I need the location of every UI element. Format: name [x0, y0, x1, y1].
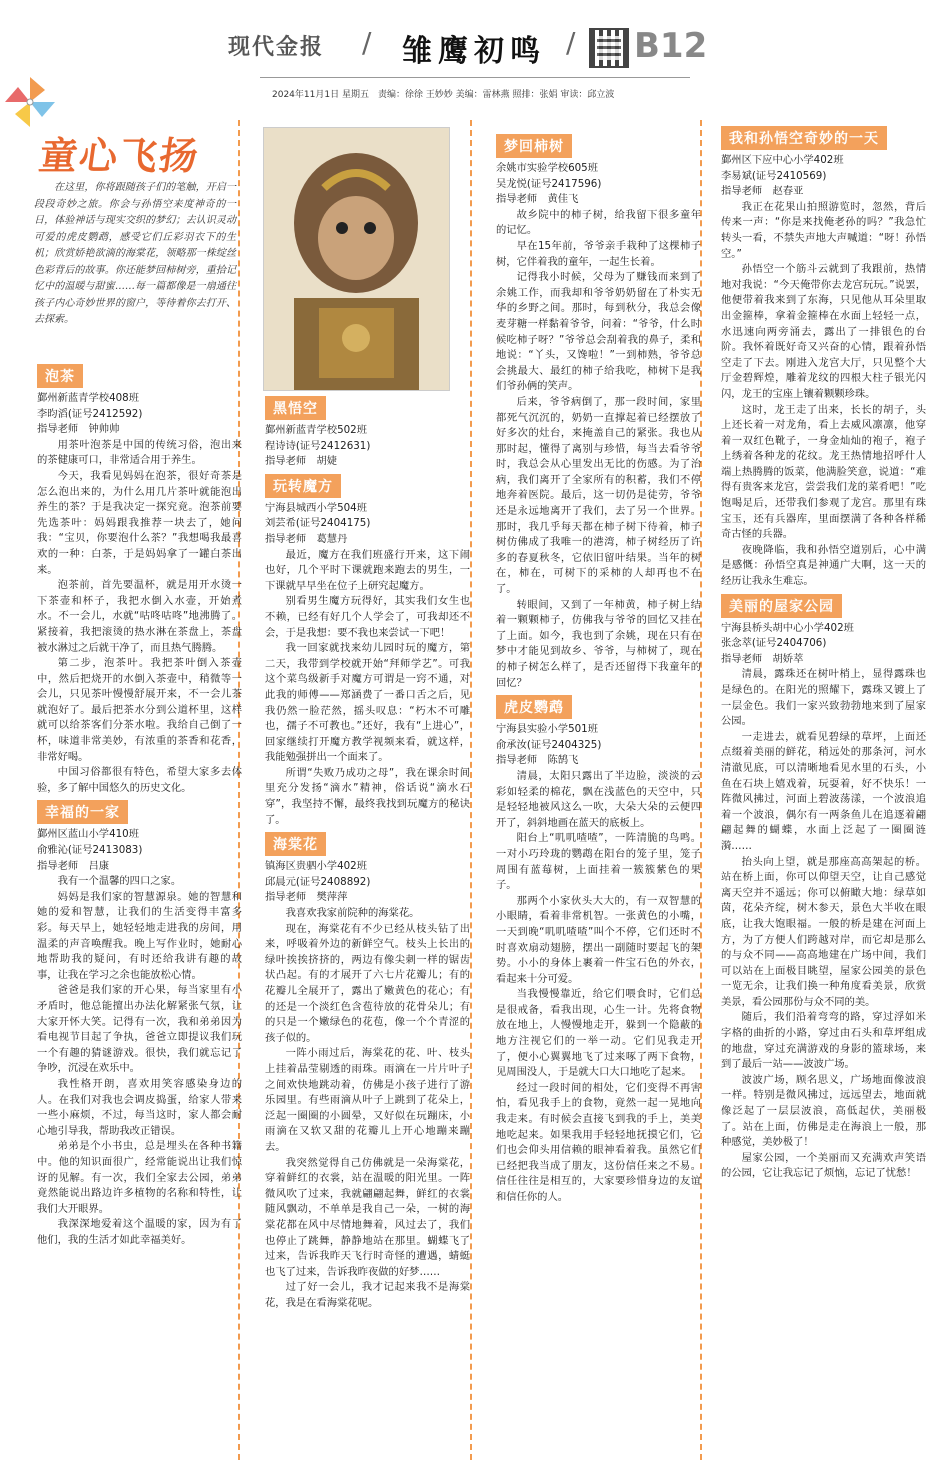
article-paragraph: 转眼间，又到了一年柿黄，柿子树上结着一颗颗柿子，仿佛我与爷爷的回忆又挂在了上面。如今，我也到了余姚，现在只有在梦中才能见到故乡、爷爷，与柿树了，现在的柿子树怎么样了，是否还留得下我童年的回忆？ — [496, 598, 701, 689]
article-paragraph: 爸爸是我们家的开心果，每当家里有小矛盾时，他总能擅出办法化解紧张气氛，让大家开怀大笑。记得有一次，我和弟弟因为看电视节目起了争执，爸爸立即提议我们玩一个有趣的猜谜游戏。很快，我们就忘记了争吵，沉浸在欢乐中。 — [37, 984, 242, 1075]
article — [37, 796, 242, 1248]
article-title: 海棠花 — [265, 832, 326, 856]
article-title: 幸福的一家 — [37, 800, 128, 824]
article-paragraph: 孙悟空一个筋斗云就到了我跟前，热情地对我说：“今天俺带你去龙宫玩玩。”说罢，他便带着我来到了东海，只见他从耳朵里取出金箍棒，拿着金箍棒在水面上轻轻一点，水迅速向两旁涌去，露出了一排银色的台阶。我怀着既好奇又兴奋的心情，跟着孙悟空走了下去。刚进入龙宫大厅，只见整个大厅金碧辉煌，雕着龙纹的四根大柱子银光闪闪，龙王的宝座上镶着颗颗珍珠。 — [721, 263, 926, 400]
article-title: 泡茶 — [37, 364, 83, 388]
article-paragraph: 一走进去，就看见碧绿的草坪，上面还点缀着美丽的鲜花，稍远处的那条河，河水清澈见底，可以清晰地看见水里的石头，小鱼在石块上嬉戏着，玩耍着，好不快乐！一阵微风拂过，河面上碧波荡漾，一个波浪追着一个波浪，偶尔有一两条鱼儿在追逐着翩翩起舞的蝴蝶，水面上泛起了一圈圈涟漪…… — [721, 730, 926, 852]
article-school: 鄞州新蓝青学校408班 — [37, 392, 140, 404]
article-title: 玩转魔方 — [265, 474, 341, 498]
article — [265, 392, 470, 470]
article-paragraph: 清晨，太阳只露出了半边脸，淡淡的云彩如轻柔的棉花，飘在浅蓝色的天空中，只是轻轻地被风这么一吹，大朵大朵的云便四开了，斜斜地画在蓝天的底板上。 — [496, 769, 701, 829]
article — [721, 126, 926, 590]
column-2 — [265, 392, 470, 1311]
article-title: 黑悟空 — [265, 396, 326, 420]
header-rule — [260, 77, 690, 78]
article-paragraph: 随后，我们沿着弯弯的路，穿过浮如米字格的曲折的小路，穿过由石头和草坪组成的地盘，穿过充满游戏的身影的篮球场，来到了最后一站——波波广场。 — [721, 1011, 926, 1071]
article — [721, 590, 926, 1182]
article-author: 俞雅沁(证号2413083) — [37, 844, 143, 857]
article-author: 邱晨元(证号2408892) — [265, 875, 371, 888]
article-paragraph: 今天，我看见妈妈在泡茶，很好奇茶是怎么泡出来的，为什么用几片茶叶就能泡出养生的茶？于是我决定一探究竟。泡茶前要先选茶叶：妈妈跟我推荐一块去了，她问我：“宝贝，你要泡什么茶？”我想喝我最喜欢的一种：白茶，于是妈妈拿了一罐白茶出来。 — [37, 469, 242, 576]
article-paragraph: 我突然觉得自己仿佛就是一朵海棠花，穿着鲜红的衣裳，站在温暖的阳光里。一阵微风吹了过来，我就翩翩起舞，鲜红的衣裳随风飘动，不单单是我自己一朵，一树的海棠花都在风中尽情地舞着，风过去了，我们也停止了跳舞，静静地站在那里。蝴蝶飞了过来，告诉我昨天飞行时奇怪的遭遇，蜻蜓也飞了过来，告诉我昨夜做的好梦…… — [265, 1156, 470, 1278]
article-paragraph: 我性格开朗，喜欢用笑容感染身边的人。在我们对我也会调皮捣蛋，给家人带来一些小麻烦，不过，每当这时，家人都会耐心地引导我，帮助我改正错误。 — [37, 1077, 242, 1137]
article-teacher: 指导老师 赵春亚 — [721, 185, 804, 198]
article-paragraph: 波波广场，顾名思义，广场地面像波浪一样。特别是微风拂过，远远望去，地面就像泛起了一层层波浪，高低起伏，美丽极了。站在上面，仿佛是走在海浪上一般，那种感觉，美妙极了！ — [721, 1073, 926, 1149]
article-teacher: 指导老师 吕康 — [37, 859, 110, 872]
article-author: 张念萃(证号2404706) — [721, 637, 827, 650]
article-school: 余姚市实验学校605班 — [496, 162, 599, 174]
article-school: 鄞州区蓝山小学410班 — [37, 828, 140, 841]
article-paragraph: 我正在花果山拍照游览时，忽然，背后传来一声：“你是来找俺老孙的吗？”我急忙转头一看，不禁失声地大声喊道：“呀！孙悟空。” — [721, 200, 926, 260]
article-teacher: 指导老师 胡婕 — [265, 455, 338, 468]
article-paragraph: 用茶叶泡茶是中国的传统习俗，泡出来的茶健康可口，非常适合用于养生。 — [37, 438, 242, 467]
article — [265, 470, 470, 828]
article-paragraph: 我一回家就找来幼儿园时玩的魔方，第二天，我带到学校就开始“拜师学艺”。可我这个菜鸟级新手对魔方可谓是一窍不通，对此我的师傅——郑涵费了一番口舌之后，见我仍然一脸茫然，摇头叹息：“朽木不可雕也，孺子不可教也。”还好，我有“上进心”，回家继续打开魔方教学视频来看，就这样，我能勉强拼出一个面来了。 — [265, 642, 470, 764]
article-paragraph: 妈妈是我们家的智慧源泉。她的智慧和她的爱和智慧，让我们的生活变得丰富多彩。每天早上，她轻轻地走进我的房间，用温柔的声音唤醒我。晚上写作业时，她耐心地帮助我的疑问，有时还给我讲有趣的故事，让我在学习之余也能放松心情。 — [37, 890, 242, 981]
article-author: 李易斌(证号2410569) — [721, 169, 827, 182]
dateline: 2024年11月1日 星期五 责编：徐徐 王妙妙 美编：雷林燕 照排：张娟 审读：邱立波 — [272, 90, 615, 100]
article-title: 虎皮鹦鹉 — [496, 695, 572, 719]
article-paragraph: 记得我小时候，父母为了赚钱而来到了余姚工作，而我却和爷爷奶奶留在了朴实无华的乡野之间。那时，每到秋分，我总会像麦芽糖一样黏着爷爷，问着：“爷爷，什么时候吃柿子呀？”爷爷总会刮着我的鼻子，柔和地说：“丫头，又馋啦！”一到柿熟，爷爷总会挑最大、最红的柿子给我吃，柿树下是我们爷孙俩的笑声。 — [496, 271, 701, 393]
article-school: 镇海区贵驷小学402班 — [265, 860, 368, 873]
article-paragraph: 泡茶前，首先要温杯，就是用开水烫一下茶壶和杯子，我把水倒入水壶，开始煮水。不一会儿，水就“咕咚咕咚”地沸腾了。紧接着，我把滚烫的热水淋在茶盘上，茶盘被水淋过之后就干净了，而且热气腾腾。 — [37, 579, 242, 654]
pinwheel-icon — [0, 72, 60, 132]
article — [496, 130, 701, 691]
article-paragraph: 我深深地爱着这个温暖的家，因为有了他们，我的生活才如此幸福美好。 — [37, 1218, 242, 1246]
article-school: 鄞州区下应中心小学402班 — [721, 154, 844, 166]
section-title: 雏鹰初鸣 — [402, 34, 546, 69]
article-author: 李昀滔(证号2412592) — [37, 407, 143, 420]
article-paragraph: 这时，龙王走了出来，长长的胡子，头上还长着一对龙角，看上去威风凛凛，他穿着一双红色靴子，一身金灿灿的袍子，袍子上绣着各种龙的花纹。龙王热情地招呼什人端上热腾腾的饭菜，他满脸笑意，说道：“难得有贵客来龙宫，尝尝我们龙的菜肴吧！”吃饱喝足后，还带我们参观了龙宫。那里有珠宝玉，还有兵器库，里面摆满了各种各样稀奇古怪的兵器。 — [721, 403, 926, 541]
header-divider: / — [566, 26, 576, 59]
wukong-portrait — [263, 127, 450, 391]
article-paragraph: 故乡院中的柿子树，给我留下很多童年的记忆。 — [496, 208, 701, 237]
article — [496, 691, 701, 1205]
newspaper-name: 现代金报 — [228, 34, 325, 60]
article-author: 吴龙悦(证号2417596) — [496, 177, 602, 190]
article-teacher: 指导老师 樊萍萍 — [265, 891, 348, 904]
article-teacher: 指导老师 黄佳飞 — [496, 193, 579, 206]
column-divider — [470, 120, 472, 1460]
article-paragraph: 过了好一会儿，我才记起来我不是海棠花，我是在看海棠花呢。 — [265, 1281, 470, 1309]
brand-title: 童心飞扬 — [36, 133, 203, 178]
article-paragraph: 我喜欢我家前院种的海棠花。 — [285, 907, 420, 920]
article-paragraph: 当我慢慢靠近，给它们喂食时，它们总是很戒备，看我出现，心生一计。先将食物放在地上，人慢慢地走开，躲到一个隐蔽的地方注视它们的一举一动。它们见我走开了，便小心翼翼地飞了过来啄了两下食物，见周围没人，于是就大口大口地吃了起来。 — [496, 988, 701, 1079]
article-paragraph: 那两个小家伙头大大的，有一双智慧的小眼睛，看着非常机智。一张黄色的小嘴，一天到晚“叽叽喳喳”叫个不停，它们还时不时喜欢扇动翅膀，摆出一副随时要起飞的架势。小小的身体上裹着一件宝石色的外衣，看起来十分可爱。 — [496, 894, 701, 985]
header-divider: / — [362, 26, 372, 59]
article — [37, 360, 242, 796]
article-author: 俞承汝(证号2404325) — [496, 738, 602, 751]
page-number: B12 — [634, 26, 708, 66]
article-paragraph: 我有一个温馨的四口之家。 — [57, 875, 182, 888]
article-author: 刘芸希(证号2404175) — [265, 517, 371, 530]
article-paragraph: 第二步，泡茶叶。我把茶叶倒入茶壶中，然后把烧开的水倒入茶壶中，稍微等一会儿，只见茶叶慢慢舒展开来，不一会儿茶就泡好了。最后把茶水分到公道杯里，这样就可以给茶客们分茶水啦。我给自己倒了一杯，味道非常美妙，有浓重的茶香和花香，非常好喝。 — [37, 657, 242, 763]
column-3 — [496, 130, 701, 1206]
article-paragraph: 最近，魔方在我们班盛行开来，这下闹也好，几个平时下课就跑来跑去的男生，一下课就早早坐在位子上研究起魔方。 — [265, 548, 470, 592]
page-header — [0, 0, 934, 80]
article-teacher: 指导老师 陈鹄飞 — [496, 754, 579, 767]
article-paragraph: 夜晚降临，我和孙悟空道别后，心中满是感慨：孙悟空真是神通广大啊，这一天的经历让我永生难忘。 — [721, 543, 926, 588]
article-school: 鄞州新蓝青学校502班 — [265, 424, 368, 436]
article-title: 我和孙悟空奇妙的一天 — [721, 126, 887, 150]
article-school: 宁海县实验小学501班 — [496, 723, 599, 736]
column-4 — [721, 122, 926, 1182]
article-teacher: 指导老师 葛慧丹 — [265, 532, 348, 545]
article-paragraph: 弟弟是个小书虫，总是埋头在各种书籍中。他的知识面很广，经常能说出让我们惊讶的见解。有一次，我们全家去公园，弟弟竟然能说出路边许多植物的名称和特性，让我们大开眼界。 — [37, 1140, 242, 1215]
article-paragraph: 中国习俗都很有特色，希望大家多去体验，多了解中国悠久的历史文化。 — [37, 766, 242, 794]
qr-code-icon — [589, 28, 629, 68]
article-title: 梦回柿树 — [496, 134, 572, 158]
article — [265, 828, 470, 1311]
column-1 — [37, 360, 242, 1248]
article-school: 宁海县城西小学504班 — [265, 501, 368, 514]
article-teacher: 指导老师 钟帅帅 — [37, 423, 120, 436]
article-paragraph: 清晨，露珠还在树叶梢上，显得露珠也是绿色的。在阳光的照耀下，露珠又镀上了一层金色。我们一家兴致勃勃地来到了屋家公园。 — [721, 668, 926, 728]
article-paragraph: 屋家公园，一个美丽而又充满欢声笑语的公园，它让我忘记了烦恼，忘记了忧愁！ — [721, 1151, 926, 1180]
article-school: 宁海县桥头胡中心小学402班 — [721, 621, 854, 634]
article-paragraph: 所谓“失败乃成功之母”，我在课余时间里充分发扬“滴水”精神，俗话说“滴水石穿”，我坚持不懈，最终我找到玩魔方的秘诀了。 — [265, 766, 470, 826]
article-paragraph: 一阵小雨过后，海棠花的花、叶、枝头上挂着晶莹剔透的雨珠。雨滴在一片片叶子之间欢快地跳动着，仿佛是小孩子进行了游乐园里。有些雨滴从叶子上跳到了花朵上，泛起一圈圈的小圆晕，又好似在玩蹦床，小雨滴在又软又甜的花瓣儿上开心地蹦来蹦去。 — [265, 1047, 470, 1153]
article-paragraph: 阳台上“叽叽喳喳”，一阵清脆的鸟鸣。一对小巧玲珑的鹦鹉在阳台的笼子里，笼子周围有蓝莓树，上面挂着一簇簇紫色的果子。 — [496, 832, 701, 892]
article-paragraph: 经过一段时间的相处，它们变得不再害怕，看见我手上的食物，竟然一起一晃地向我走来。有时候会直接飞到我的手上，美美地吃起来。如果我用手轻轻地抚摸它们，它们也会仰头用信赖的眼神看着我。虽然它们已经把我当成了朋友，这份信任来之不易。信任往往是相互的，大家要珍惜身边的友谊和信任你的人。 — [496, 1081, 701, 1203]
article-author: 程诗诗(证号2412631) — [265, 439, 371, 452]
article-teacher: 指导老师 胡娇萃 — [721, 652, 804, 665]
intro-text: 在这里，你将跟随孩子们的笔触，开启一段段奇妙之旅。你会与孙悟空来度神奇的一日，体验神话与现实交织的梦幻；去认识灵动可爱的虎皮鹦鹉，感受它们丘彩羽衣下的生机；欣赏娇艳欲滴的海棠花，领略那一株绽丝色彩背后的故事。你还能梦回柿树旁，重拾记忆中的温暖与甜蜜……每一篇都像是一扇通往孩子内心奇妙世界的窗户，等待着你去打开、去探索。 — [34, 182, 236, 325]
article-paragraph: 现在，海棠花有不少已经从枝头钻了出来，呼吸着外边的新鲜空气。枝头上长出的绿叶挨挨挤挤的，两边有像尖刺一样的锯齿状凸起。有的才展开了六七片花瓣儿；有的花瓣儿全展开了，露出了嫩黄色的花心；有的还是一个淡红色含苞待放的花骨朵儿；有的只是一个嫩绿色的花苞，像一个个青涩的孩子似的。 — [265, 922, 470, 1044]
article-paragraph: 早在15年前，爷爷亲手栽种了这棵柿子树，它伴着我的童年，一起生长着。 — [496, 239, 701, 268]
article-paragraph: 别看男生魔方玩得好，其实我们女生也不赖，已经有好几个人学会了，可我却还不会，于是我想：要不我也来尝试一下吧！ — [265, 595, 470, 639]
article-paragraph: 抬头向上望，就是那座高高架起的桥。站在桥上面，你可以仰望天空，让自己感觉离天空并不遥远；你可以俯瞰大地：绿草如茵，花朵齐绽，树木参天，景色大半收在眼底，让我大饱眼福。一般的桥是建在河面上方，为了方便人们跨越对岸，而它却是那么的与众不同——高高地建在广场中间，我们可以站在上面极目眺望，屋家公园美的景色一览无余，让我们换一种角度看美景，欣赏美景，看公园那份与众不同的美。 — [721, 855, 926, 1008]
article-title: 美丽的屋家公园 — [721, 594, 842, 618]
article-paragraph: 后来，爷爷病倒了，那一段时间，家里都死气沉沉的，奶奶一直撑起着已经摆放了好多次的灶台，来掩盖自己的紧张。我也从那时起，懂得了离别与珍惜，每当去看爷爷时，我总会从心里发出无比的伤感。为了治病，我们离开了全家所有的积蓄，我们不停地奔着医院。最后，这一切仍是徒劳，爷爷还是永远地离开了我们，去了另一个世界。那时，我几乎每天都在柿子树下待着，柿子树仿佛成了我唯一的港湾，柿子树经历了许多的春夏秋冬，它依旧留叶结果。当年的树在，柿在，可树下的采柿的人却再也不在了。 — [496, 395, 701, 596]
